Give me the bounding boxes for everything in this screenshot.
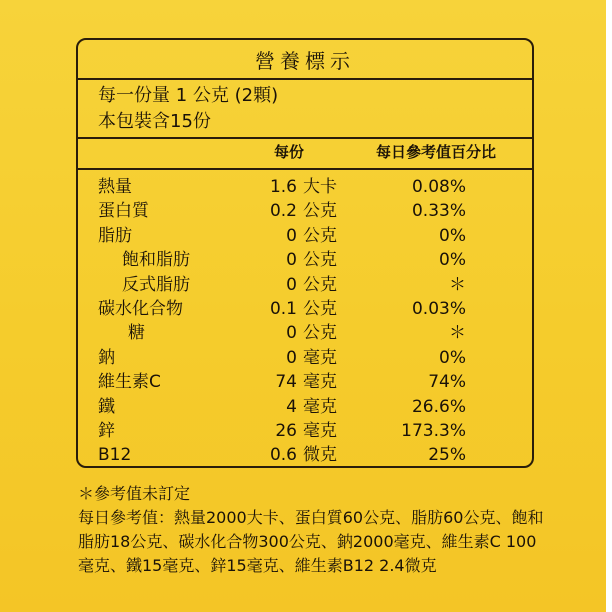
nutrient-name: 維生素C <box>98 372 161 393</box>
nutrient-daily-pct: 173.3% <box>401 421 466 441</box>
nutrient-amount: 0 <box>286 274 297 295</box>
nutrient-daily-pct: ＊ <box>449 274 466 295</box>
nutrient-daily-pct: 0% <box>439 250 466 271</box>
nutrient-daily-pct: 0.33% <box>411 201 466 222</box>
table-title: 營養標示 <box>78 40 532 80</box>
nutrient-unit: 公克 <box>303 274 337 295</box>
nutrient-unit: 微克 <box>303 445 337 466</box>
nutrient-unit: 大卡 <box>303 177 337 197</box>
nutrient-daily-pct: 0.08% <box>411 177 466 197</box>
nutrient-unit: 公克 <box>303 201 337 222</box>
nutrient-row <box>78 419 532 443</box>
nutrient-amount: 0.2 <box>269 201 297 222</box>
nutrient-amount: 1.6 <box>269 177 297 197</box>
nutrient-daily-pct: 0% <box>439 347 466 368</box>
footnotes <box>78 482 548 578</box>
nutrient-name: 鐵 <box>98 396 115 417</box>
divider <box>78 137 532 139</box>
nutrient-row <box>78 321 532 345</box>
nutrient-daily-pct: 74% <box>428 372 466 393</box>
asterisk-note: ＊參考值未訂定 <box>78 484 191 503</box>
nutrient-row <box>78 443 532 467</box>
daily-reference-note: 每日參考值：熱量2000大卡、蛋白質60公克、脂肪60公克、飽和脂肪18公克、碳水化合物300公克、鈉2000毫克、維生素C 100毫克、鐵15毫克、鋅15毫克、維生素B12 2.4微克 <box>78 508 544 575</box>
header-per-serving: 每份 <box>274 143 305 161</box>
servings-per-package: 本包裝含15份 <box>98 111 211 132</box>
nutrient-amount: 0 <box>286 250 297 271</box>
nutrient-amount: 26 <box>275 421 297 441</box>
nutrient-row <box>78 346 532 370</box>
nutrient-daily-pct: 0% <box>439 225 466 246</box>
nutrient-amount: 0 <box>286 323 297 344</box>
nutrition-facts-table <box>76 38 534 468</box>
nutrient-amount: 0.6 <box>269 445 297 466</box>
nutrient-row <box>78 395 532 419</box>
nutrient-amount: 4 <box>286 396 297 417</box>
nutrient-unit: 公克 <box>303 323 337 344</box>
nutrient-row <box>78 224 532 248</box>
nutrient-amount: 0 <box>286 225 297 246</box>
serving-size: 每一份量 1 公克 (2顆) <box>98 85 279 106</box>
nutrient-daily-pct: 25% <box>428 445 466 466</box>
nutrient-row <box>78 175 532 199</box>
nutrient-daily-pct: 0.03% <box>411 299 466 319</box>
nutrient-unit: 毫克 <box>303 347 337 368</box>
nutrient-amount: 0.1 <box>269 299 297 319</box>
nutrient-name: B12 <box>98 445 132 466</box>
nutrient-amount: 74 <box>275 372 297 393</box>
nutrient-unit: 毫克 <box>303 396 337 417</box>
nutrient-name: 熱量 <box>98 177 132 197</box>
nutrient-name: 蛋白質 <box>98 201 149 222</box>
nutrient-unit: 公克 <box>303 225 337 246</box>
nutrient-row <box>78 199 532 223</box>
nutrient-unit: 公克 <box>303 250 337 271</box>
nutrient-row <box>78 297 532 321</box>
nutrient-row <box>78 273 532 297</box>
nutrient-unit: 毫克 <box>303 372 337 393</box>
nutrient-name: 鋅 <box>98 421 115 441</box>
nutrient-name: 糖 <box>128 323 145 344</box>
nutrient-row <box>78 370 532 394</box>
nutrient-unit: 公克 <box>303 299 337 319</box>
nutrient-name: 反式脂肪 <box>122 274 190 295</box>
divider <box>78 168 532 170</box>
nutrient-daily-pct: 26.6% <box>411 396 466 417</box>
nutrient-row <box>78 248 532 272</box>
nutrient-name: 鈉 <box>98 347 115 368</box>
nutrient-daily-pct: ＊ <box>449 323 466 344</box>
header-daily-value: 每日參考值百分比 <box>376 143 497 161</box>
nutrient-unit: 毫克 <box>303 421 337 441</box>
nutrient-name: 脂肪 <box>98 225 132 246</box>
nutrient-name: 碳水化合物 <box>98 299 183 319</box>
nutrient-name: 飽和脂肪 <box>122 250 190 271</box>
nutrient-amount: 0 <box>286 347 297 368</box>
